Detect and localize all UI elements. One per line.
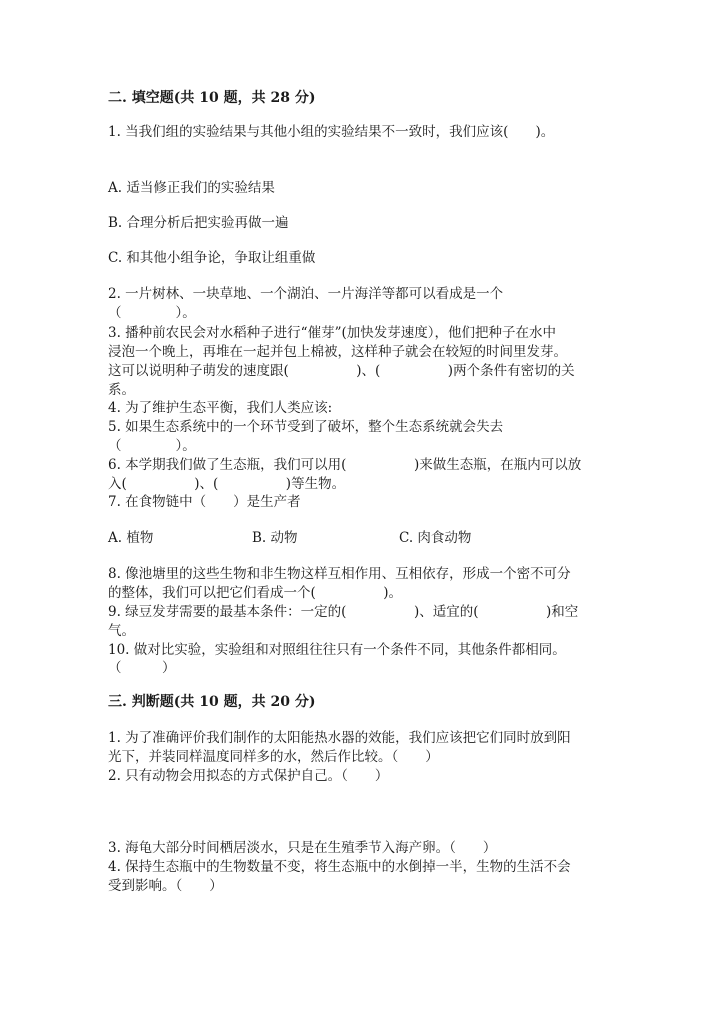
question-3-line-2: 浸泡一个晚上，再堆在一起并包上棉被，这样种子就会在较短的时间里发芽。 bbox=[108, 344, 567, 360]
question-7: 7. 在食物链中（ ）是生产者 bbox=[108, 494, 301, 510]
question-1-option-c: C. 和其他小组争论，争取让组重做 bbox=[108, 250, 316, 266]
judge-question-1-line-2: 光下，并装同样温度同样多的水，然后作比较。（ ） bbox=[108, 749, 439, 765]
question-1-option-a: A. 适当修正我们的实验结果 bbox=[108, 180, 275, 196]
question-3-line-3: 这可以说明种子萌发的速度跟( )、( )两个条件有密切的关 bbox=[108, 363, 575, 379]
question-3-line-4: 系。 bbox=[108, 382, 135, 398]
question-2-line-1: 2. 一片树林、一块草地、一个湖泊、一片海洋等都可以看成是一个 bbox=[108, 286, 504, 302]
question-9-line-1: 9. 绿豆发芽需要的最基本条件：一定的( )、适宜的( )和空 bbox=[108, 604, 579, 620]
question-8-line-2: 的整体，我们可以把它们看成一个( )。 bbox=[108, 585, 403, 601]
question-3-line-1: 3. 播种前农民会对水稻种子进行“催芽”(加快发芽速度），他们把种子在水中 bbox=[108, 325, 556, 341]
question-2-line-2: （ ）。 bbox=[108, 305, 196, 321]
judge-question-2: 2. 只有动物会用拟态的方式保护自己。（ ） bbox=[108, 768, 389, 784]
question-9-line-2: 气。 bbox=[108, 623, 135, 639]
question-7-option-c: C. 肉食动物 bbox=[399, 530, 472, 546]
section3-heading: 三. 判断题(共 10 题，共 20 分) bbox=[108, 694, 316, 710]
question-7-option-a: A. 植物 bbox=[108, 530, 154, 546]
judge-question-4-line-1: 4. 保持生态瓶中的生物数量不变，将生态瓶中的水倒掉一半，生物的生活不会 bbox=[108, 859, 571, 875]
question-6-line-2: 入( )、( )等生物。 bbox=[108, 476, 346, 492]
judge-question-4-line-2: 受到影响。（ ） bbox=[108, 878, 223, 894]
question-4: 4. 为了维护生态平衡，我们人类应该: bbox=[108, 400, 333, 416]
question-6-line-1: 6. 本学期我们做了生态瓶，我们可以用( )来做生态瓶，在瓶内可以放 bbox=[108, 457, 582, 473]
question-10-line-2: （ ） bbox=[108, 660, 176, 676]
question-10-line-1: 10. 做对比实验，实验组和对照组往往只有一个条件不同，其他条件都相同。 bbox=[108, 642, 566, 658]
question-1-option-b: B. 合理分析后把实验再做一遍 bbox=[108, 215, 289, 231]
question-7-option-b: B. 动物 bbox=[252, 530, 298, 546]
question-5-line-1: 5. 如果生态系统中的一个环节受到了破坏，整个生态系统就会失去 bbox=[108, 419, 504, 435]
judge-question-3: 3. 海龟大部分时间栖居淡水，只是在生殖季节入海产卵。（ ） bbox=[108, 840, 497, 856]
question-1: 1. 当我们组的实验结果与其他小组的实验结果不一致时，我们应该( )。 bbox=[108, 124, 555, 140]
question-8-line-1: 8. 像池塘里的这些生物和非生物这样互相作用、互相依存，形成一个密不可分 bbox=[108, 566, 571, 582]
section2-heading: 二. 填空题(共 10 题，共 28 分) bbox=[108, 90, 316, 106]
question-5-line-2: （ ）。 bbox=[108, 438, 196, 454]
judge-question-1-line-1: 1. 为了准确评价我们制作的太阳能热水器的效能，我们应该把它们同时放到阳 bbox=[108, 730, 571, 746]
